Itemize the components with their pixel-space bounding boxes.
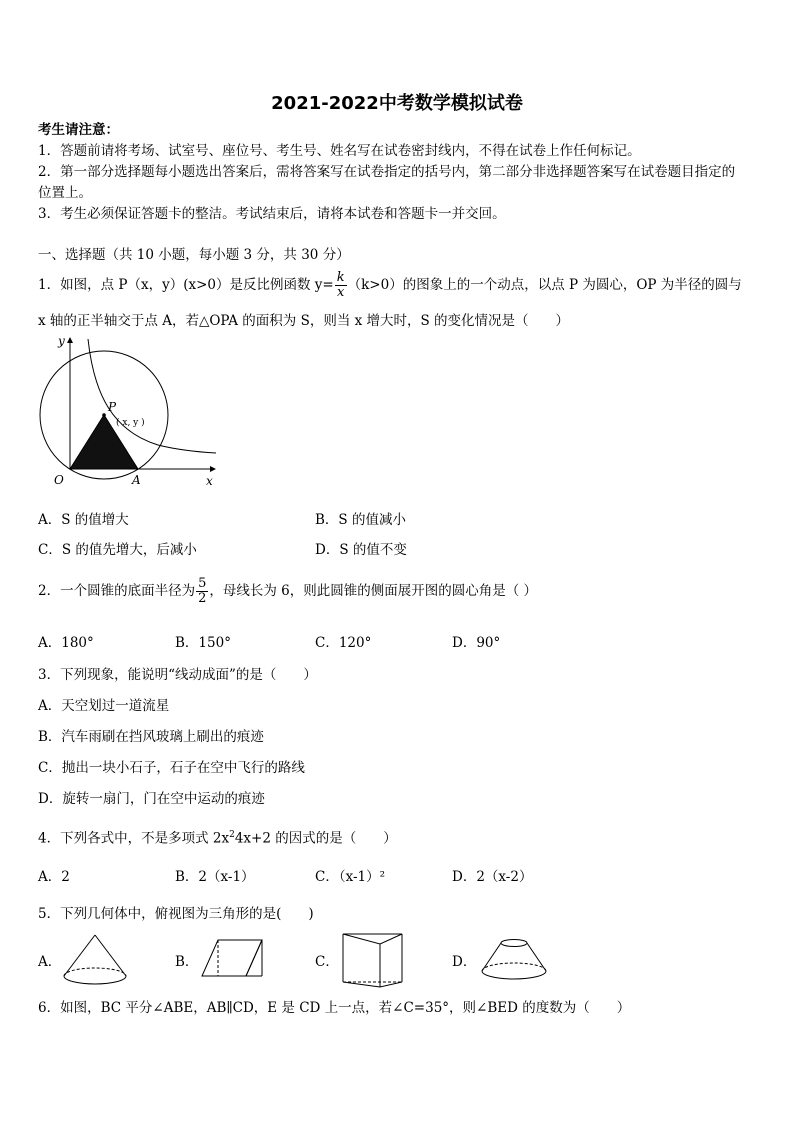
x-axis-label: x	[206, 474, 213, 488]
q1-option-a: A．S 的值增大	[38, 512, 129, 528]
notice-item: 位置上。	[38, 185, 92, 201]
q3-text: 3．下列现象，能说明“线动成面”的是（ ）	[38, 667, 317, 683]
x-axis-arrow	[210, 466, 216, 472]
q4-text-b: 4x+2 的因式的是（ ）	[234, 830, 397, 847]
y-axis-arrow	[67, 337, 73, 343]
q2-frac-num: 5	[198, 576, 207, 591]
q5-option-c-label: C．	[315, 954, 339, 970]
q5-option-a-label: A．	[38, 954, 62, 970]
q3-option-c: C．抛出一块小石子，石子在空中飞行的路线	[38, 760, 305, 776]
upright-prism-icon	[340, 930, 406, 990]
q4-option-c: C．（x-1）²	[315, 869, 386, 885]
q1-line2: x 轴的正半轴交于点 A，若△OPA 的面积为 S，则当 x 增大时，S 的变化情况是（ ）	[38, 313, 570, 329]
q2-option-c: C．120°	[315, 635, 372, 651]
q2-frac-den: 2	[198, 591, 207, 606]
q6-text: 6．如图，BC 平分∠ABE，AB∥CD，E 是 CD 上一点，若∠C=35°，则∠BED 的度数为（ ）	[38, 1000, 631, 1016]
point-p-label: P	[108, 400, 117, 414]
q1-option-d: D．S 的值不变	[315, 542, 407, 558]
q2-option-d: D．90°	[452, 635, 501, 651]
point-p-coords: ( x, y )	[116, 418, 145, 428]
cone-icon	[60, 932, 132, 990]
notice-heading: 考生请注意：	[38, 122, 119, 138]
notice-item: 1．答题前请将考场、试室号、座位号、考生号、姓名写在试卷密封线内，不得在试卷上作任何标记。	[38, 143, 641, 159]
origin-label: O	[54, 473, 64, 487]
q5-option-d-label: D．	[452, 954, 477, 970]
q1-option-b: B．S 的值减小	[315, 512, 406, 528]
q2-text-a: 2．一个圆锥的底面半径为	[38, 583, 196, 599]
triangular-prism-icon	[198, 936, 268, 980]
notice-item: 2．第一部分选择题每小题选出答案后，需将答案写在试卷指定的括号内，第二部分非选择题答案写在试卷题目指定的	[38, 164, 736, 180]
q1-frac-num: k	[336, 270, 345, 285]
section-heading: 一、选择题（共 10 小题，每小题 3 分，共 30 分）	[38, 247, 350, 263]
q4-option-a: A．2	[38, 869, 70, 885]
q5-text: 5．下列几何体中，俯视图为三角形的是( )	[38, 906, 314, 922]
point-p	[102, 413, 106, 417]
point-a-label: A	[132, 473, 141, 487]
q1-option-c: C．S 的值先增大，后减小	[38, 542, 197, 558]
q4-option-b: B．2（x-1）	[175, 869, 255, 885]
q4-option-d: D．2（x-2）	[452, 869, 533, 885]
q2-text-b: ，母线长为 6，则此圆锥的侧面展开图的圆心角是（ ）	[209, 583, 538, 599]
q3-option-a: A．天空划过一道流星	[38, 698, 170, 714]
q2-option-a: A．180°	[38, 635, 94, 651]
q1-text-a: 1．如图，点 P（x，y）(x>0）是反比例函数 y=	[38, 277, 334, 293]
q1-frac-den: x	[336, 285, 345, 300]
frustum-icon	[478, 937, 550, 983]
q1-fraction	[335, 271, 347, 300]
page-title: 2021-2022中考数学模拟试卷	[271, 93, 523, 114]
notice-item: 3．考生必须保证答题卡的整洁。考试结束后，请将本试卷和答题卡一并交回。	[38, 206, 506, 222]
q3-option-b: B．汽车雨刷在挡风玻璃上刷出的痕迹	[38, 729, 264, 745]
q2-option-b: B．150°	[175, 635, 231, 651]
y-axis-label: y	[58, 335, 65, 348]
q5-option-b-label: B．	[175, 954, 199, 970]
q2-fraction	[196, 577, 208, 606]
q1-line1	[38, 271, 742, 300]
q1-figure	[38, 335, 223, 490]
q4-text-a: 4．下列各式中，不是多项式 2x	[38, 830, 230, 847]
q4-superscript: 2	[229, 830, 235, 840]
q3-option-d: D．旋转一扇门，门在空中运动的痕迹	[38, 791, 265, 807]
q4-line	[38, 826, 397, 848]
q1-text-b: （k>0）的图象上的一个动点，以点 P 为圆心，OP 为半径的圆与	[347, 277, 742, 293]
q2-line	[38, 577, 537, 606]
